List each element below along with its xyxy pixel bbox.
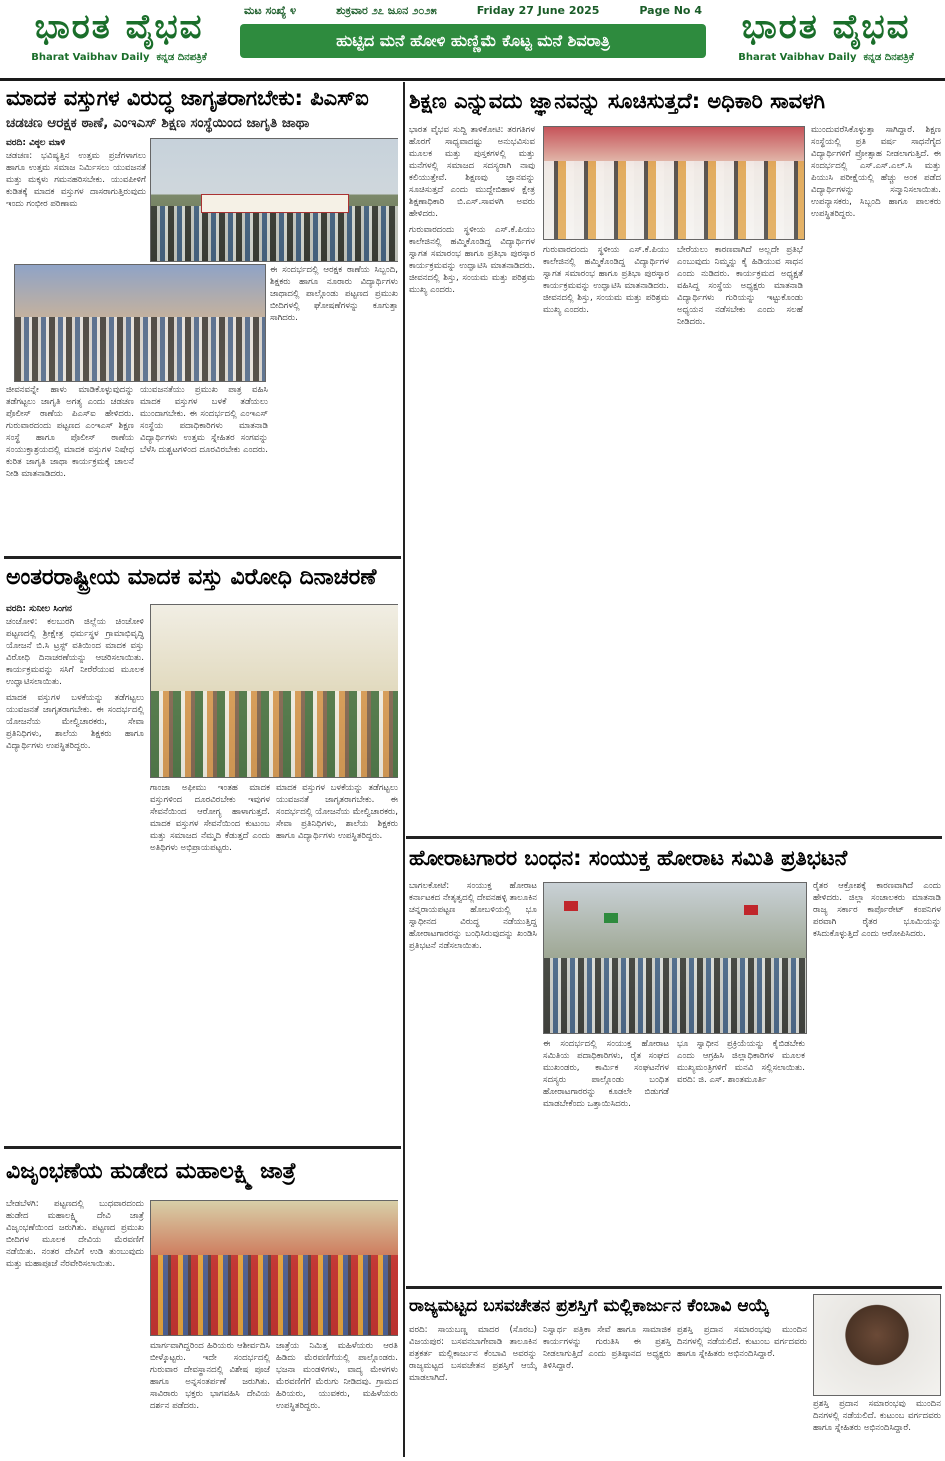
article-drug-awareness: [6, 84, 398, 552]
masthead-title-left: ಭಾರತ ವೈಭವ: [4, 2, 234, 52]
article-byline: ವರದಿ: ಸುನೀಲ ಸಿಂಗನ: [6, 604, 72, 614]
classroom-photo: [150, 604, 398, 778]
masthead-center: [240, 4, 706, 58]
article-body: ಮುಂದುವರೆಸಿಕೊಳ್ಳುತ್ತಾ ಸಾಗಿದ್ದಾರೆ. ಶಿಕ್ಷಣ ಸಂಸ್ಥೆಯಲ್ಲಿ ಪ್ರತಿ ವರ್ಷ ಸಾಧನೆಗೈದ ವಿದ್ಯಾರ್ಥಿಗಳಿಗೆ ಪ್ರೋತ್ಸಾಹ ನೀಡಲಾಗುತ್ತಿದೆ. ಈ ಸಂದರ್ಭದಲ್ಲಿ ಎಸ್.ಎಸ್.ಎಲ್.ಸಿ ಮತ್ತು ಪಿಯುಸಿ ಪರೀಕ್ಷೆಯಲ್ಲಿ ಹೆಚ್ಚು ಅಂಕ ಪಡೆದ ವಿದ್ಯಾರ್ಥಿಗಳನ್ನು ಸನ್ಮಾನಿಸಲಾಯಿತು. ಉಪನ್ಯಾಸಕರು, ಸಿಬ್ಬಂದಿ ಹಾಗೂ ಪಾಲಕರು ಉಪಸ್ಥಿತರಿದ್ದರು.: [811, 125, 941, 219]
masthead-banner: ಹುಟ್ಟಿದ ಮನೆ ಹೋಳಿ ಹುಣ್ಣಿಮೆ ಕೊಟ್ಟ ಮನೆ ಶಿವರಾತ್ರಿ: [240, 24, 706, 58]
subtitle-en: Bharat Vaibhav Daily: [738, 52, 857, 63]
article-body: ಈ ಸಂದರ್ಭದಲ್ಲಿ ಆರಕ್ಷಕ ಠಾಣೆಯ ಸಿಬ್ಬಂದಿ, ಶಿಕ್ಷಕರು ಹಾಗೂ ನೂರಾರು ವಿದ್ಯಾರ್ಥಿಗಳು ಜಾಥಾದಲ್ಲಿ ಪಾಲ್ಗೊಂಡು ಪಟ್ಟಣದ ಪ್ರಮುಖ ಬೀದಿಗಳಲ್ಲಿ ಘೋಷಣೆಗಳನ್ನು ಕೂಗುತ್ತಾ ಸಾಗಿದರು.: [270, 265, 398, 323]
article-mahalakshmi-fair: [6, 1152, 398, 1457]
article-body: ವರದಿ: ಸಾಯಬಣ್ಣ ಮಾದರ (ಸೊರಬ) ವಿಜಯಪುರ: ಬಸವನಬಾಗೇವಾಡಿ ತಾಲೂಕಿನ ಪತ್ರಕರ್ತ ಮಲ್ಲಿಕಾರ್ಜುನ ಕೆಂಬಾವಿ ಅವರನ್ನು ರಾಜ್ಯಮಟ್ಟದ ಬಸವಚೇತನ ಪ್ರಶಸ್ತಿಗೆ ಆಯ್ಕೆ ಮಾಡಲಾಗಿದೆ.: [409, 1325, 537, 1383]
section-rule: [4, 1146, 401, 1149]
article-headline: ವಿಜೃಂಭಣೆಯ ಹುಡೇದ ಮಹಾಲಕ್ಷ್ಮಿ ಜಾತ್ರೆ: [6, 1159, 297, 1184]
date-english: Friday 27 June 2025: [476, 4, 600, 17]
article-headline: ಮಾದಕ ವಸ್ತುಗಳ ವಿರುದ್ಧ ಜಾಗೃತರಾಗಬೇಕು: ಪಿಎಸ್ಐ: [6, 86, 369, 110]
subtitle-kn: ಕನ್ನಡ ದಿನಪತ್ರಿಕೆ: [156, 52, 207, 63]
section-rule: [406, 1286, 942, 1289]
procession-photo: [150, 1200, 398, 1336]
article-body: ಗುರುವಾರದಂದು ಸ್ಥಳೀಯ ಎಸ್.ಕೆ.ಪಿಯು ಕಾಲೇಜಿನಲ್ಲಿ ಹಮ್ಮಿಕೊಂಡಿದ್ದ ವಿದ್ಯಾರ್ಥಿಗಳ ಸ್ವಾಗತ ಸಮಾರಂಭ ಹಾಗೂ ಪ್ರತಿಭಾ ಪುರಸ್ಕಾರ ಕಾರ್ಯಕ್ರಮವನ್ನು ಉದ್ಘಾಟಿಸಿ ಮಾತನಾಡಿದರು. ಜೀವನದಲ್ಲಿ ಶಿಸ್ತು, ಸಂಯಮ ಮತ್ತು ಪರಿಶ್ರಮ ಮುಖ್ಯ ಎಂದರು.: [543, 245, 669, 315]
article-body: ಬೇರೆಯಲು ಕಾರಣವಾಗಿದೆ ಅಲ್ಲದೇ ಪ್ರತಿಭೆ ಎಂಬುವುದು ನಿಮ್ಮನ್ನು ಕೈ ಹಿಡಿಯುವ ಸಾಧನ ಎಂದು ನುಡಿದರು. ಕಾರ್ಯಕ್ರಮದ ಅಧ್ಯಕ್ಷತೆ ವಹಿಸಿದ್ದ ಸಂಸ್ಥೆಯ ಅಧ್ಯಕ್ಷರು ಮಾತನಾಡಿ ವಿದ್ಯಾರ್ಥಿಗಳು ಗುರಿಯನ್ನು ಇಟ್ಟುಕೊಂಡು ಅಧ್ಯಯನ ನಡೆಸಬೇಕು ಎಂದು ಸಲಹೆ ನೀಡಿದರು.: [677, 245, 803, 327]
section-rule: [4, 556, 401, 559]
article-body: ಜಾತ್ರೆಯ ನಿಮಿತ್ತ ಮಹಿಳೆಯರು ಆರತಿ ಹಿಡಿದು ಮೆರವಣಿಗೆಯಲ್ಲಿ ಪಾಲ್ಗೊಂಡರು. ಭಜನಾ ಮಂಡಳಿಗಳು, ವಾದ್ಯ ಮೇಳಗಳು ಮೆರವಣಿಗೆಗೆ ಮೆರುಗು ನೀಡಿದವು. ಗ್ರಾಮದ ಹಿರಿಯರು, ಯುವಕರು, ಮಹಿಳೆಯರು ಉಪಸ್ಥಿತರಿದ್ದರು.: [276, 1341, 398, 1411]
article-education: [409, 84, 941, 832]
article-body: ಚಂಚೋಳಿ: ಕಲಬುರಗಿ ಜಿಲ್ಲೆಯ ಚಿಂಚೋಳಿ ಪಟ್ಟಣದಲ್ಲಿ ಶ್ರೀಕ್ಷೇತ್ರ ಧರ್ಮಸ್ಥಳ ಗ್ರಾಮಾಭಿವೃದ್ಧಿ ಯೋಜನೆ ಬಿ.ಸಿ ಟ್ರಸ್ಟ್ ವತಿಯಿಂದ ಮಾದಕ ವಸ್ತು ವಿರೋಧಿ ದಿನಾಚರಣೆಯನ್ನು ಆಚರಿಸಲಾಯಿತು. ಕಾರ್ಯಕ್ರಮವನ್ನು ಸಸಿಗೆ ನೀರೆರೆಯುವ ಮೂಲಕ ಉದ್ಘಾಟಿಸಲಾಯಿತು.: [6, 617, 144, 687]
article-anti-drug-day: [6, 562, 398, 1142]
article-body: ಭಾರತ ವೈಭವ ಸುದ್ದಿ ತಾಳಿಕೋಟಿ: ತರಗತಿಗಳ ಹೊರಗೆ ಸಾಧ್ಯವಾದಷ್ಟು ಅನುಭವಿಸುವ ಮೂಲಕ ಮತ್ತು ಪುಸ್ತಕಗಳಲ್ಲಿ ಮತ್ತು ಮನೆಗಳಲ್ಲಿ ಸಮಾಜದ ಸದಸ್ಯರಾಗಿ ನಾವು ಕಲಿಯುತ್ತೇವೆ. ಶಿಕ್ಷಣವು ಜ್ಞಾನವನ್ನು ಸೂಚಿಸುತ್ತದೆ ಎಂದು ಮುದ್ದೇಬಿಹಾಳ ಕ್ಷೇತ್ರ ಶಿಕ್ಷಣಾಧಿಕಾರಿ ಬಿ.ಎಸ್.ಸಾವಳಗಿ ಅವರು ಹೇಳಿದರು.: [409, 125, 535, 219]
article-body: ಮಾರ್ಗವಾಗಿದ್ದರಿಂದ ಹಿರಿಯರು ಆಶೀರ್ವದಿಸಿ ಬೀಳ್ಕೊಟ್ಟರು. ಇದೇ ಸಂದರ್ಭದಲ್ಲಿ ಗುರುವಾರ ದೇವಸ್ಥಾನದಲ್ಲಿ ವಿಶೇಷ ಪೂಜೆ ಹಾಗೂ ಅನ್ನಸಂತರ್ಪಣೆ ಜರುಗಿತು. ಸಾವಿರಾರು ಭಕ್ತರು ಭಾಗವಹಿಸಿ ದೇವಿಯ ದರ್ಶನ ಪಡೆದರು.: [150, 1341, 270, 1411]
section-rule: [406, 836, 942, 839]
article-body: ಚಡಚಣ: ಭವಿಷ್ಯತ್ತಿನ ಉತ್ತಮ ಪ್ರಜೆಗಳಾಗಲು ಹಾಗೂ ಉತ್ತಮ ಸಮಾಜ ನಿರ್ಮಿಸಲು ಯುವಜನತೆ ಮತ್ತು ಮಕ್ಕಳು ಗಮನಹರಿಸಬೇಕು. ಯುವಪೀಳಿಗೆ ಕುಡಿತಕ್ಕೆ ಮಾದಕ ವಸ್ತುಗಳ ದಾಸರಾಗುತ್ತಿರುವುದು ಇಂದು ಗಂಭೀರ ಪರಿಣಾಮ: [6, 151, 146, 209]
crowd-photo: [14, 264, 266, 382]
article-headline: ಹೋರಾಟಗಾರರ ಬಂಧನ: ಸಂಯುಕ್ತ ಹೋರಾಟ ಸಮಿತಿ ಪ್ರತಿಭಟನೆ: [409, 846, 848, 870]
issue-number: ಮಟ ಸಂಖ್ಯೆ ೪: [244, 4, 297, 17]
date-kannada: ಶುಕ್ರವಾರ ೨೭ ಜೂನ ೨೦೨೫: [336, 4, 437, 17]
article-body: ನಿಸ್ವಾರ್ಥ ಪತ್ರಿಕಾ ಸೇವೆ ಹಾಗೂ ಸಾಮಾಜಿಕ ಕಾರ್ಯಗಳನ್ನು ಗುರುತಿಸಿ ಈ ಪ್ರಶಸ್ತಿ ನೀಡಲಾಗುತ್ತಿದೆ ಎಂದು ಪ್ರತಿಷ್ಠಾನದ ಅಧ್ಯಕ್ಷರು ತಿಳಿಸಿದ್ದಾರೆ.: [543, 1325, 671, 1371]
article-headline: ಅಂತರರಾಷ್ಟ್ರೀಯ ಮಾದಕ ವಸ್ತು ವಿರೋಧಿ ದಿನಾಚರಣೆ: [6, 565, 377, 590]
masthead-subtitle-right: [711, 52, 941, 63]
article-body: ಗಾಂಜಾ ಅಫೀಮು ಇಂತಹ ಮಾದಕ ವಸ್ತುಗಳಿಂದ ದೂರವಿರಬೇಕು ಇವುಗಳ ಸೇವನೆಯಿಂದ ಆರೋಗ್ಯ ಹಾಳಾಗುತ್ತದೆ. ಮಾದಕ ವಸ್ತುಗಳ ಸೇವನೆಯಿಂದ ಕುಟುಂಬ ಮತ್ತು ಸಮಾಜದ ನೆಮ್ಮದಿ ಕೆಡುತ್ತದೆ ಎಂದು ಅತಿಥಿಗಳು ಅಭಿಪ್ರಾಯಪಟ್ಟರು.: [150, 783, 270, 853]
article-protest: [409, 842, 941, 1282]
article-subheadline: ಚಡಚಣ ಆರಕ್ಷಕ ಠಾಣೆ, ಎಂಇಎಸ್ ಶಿಕ್ಷಣ ಸಂಸ್ಥೆಯಿಂದ ಜಾಗೃತಿ ಜಾಥಾ: [6, 115, 310, 131]
article-body: ಭೂ ಸ್ವಾಧೀನ ಪ್ರಕ್ರಿಯೆಯನ್ನು ಕೈಬಿಡಬೇಕು ಎಂದು ಆಗ್ರಹಿಸಿ ಜಿಲ್ಲಾಧಿಕಾರಿಗಳ ಮೂಲಕ ಮುಖ್ಯಮಂತ್ರಿಗಳಿಗೆ ಮನವಿ ಸಲ್ಲಿಸಲಾಯಿತು. ವರದಿ: ಜಿ. ಎಸ್. ಶಾಂತಮೂರ್ತಿ: [677, 1039, 805, 1085]
issue-meta: [240, 4, 706, 18]
article-headline: ರಾಜ್ಯಮಟ್ಟದ ಬಸವಚೇತನ ಪ್ರಶಸ್ತಿಗೆ ಮಲ್ಲಿಕಾರ್ಜುನ ಕೆಂಬಾವಿ ಆಯ್ಕೆ: [409, 1296, 770, 1316]
article-body: ರೈತರ ಆಕ್ರೋಶಕ್ಕೆ ಕಾರಣವಾಗಿದೆ ಎಂದು ಹೇಳಿದರು. ಜಿಲ್ಲಾ ಸಂಚಾಲಕರು ಮಾತನಾಡಿ ರಾಜ್ಯ ಸರ್ಕಾರ ಕಾರ್ಪೊರೇಟ್ ಕಂಪನಿಗಳ ಪರವಾಗಿ ರೈತರ ಭೂಮಿಯನ್ನು ಕಸಿದುಕೊಳ್ಳುತ್ತಿದೆ ಎಂದು ಆರೋಪಿಸಿದರು.: [813, 881, 941, 939]
article-body: ಗುರುವಾರದಂದು ಸ್ಥಳೀಯ ಎಸ್.ಕೆ.ಪಿಯು ಕಾಲೇಜಿನಲ್ಲಿ ಹಮ್ಮಿಕೊಂಡಿದ್ದ ವಿದ್ಯಾರ್ಥಿಗಳ ಸ್ವಾಗತ ಸಮಾರಂಭ ಹಾಗೂ ಪ್ರತಿಭಾ ಪುರಸ್ಕಾರ ಕಾರ್ಯಕ್ರಮವನ್ನು ಉದ್ಘಾಟಿಸಿ ಮಾತನಾಡಿದರು. ಜೀವನದಲ್ಲಿ ಶಿಸ್ತು, ಸಂಯಮ ಮತ್ತು ಪರಿಶ್ರಮ ಮುಖ್ಯ ಎಂದರು.: [409, 225, 535, 295]
protest-photo: [543, 882, 807, 1034]
subtitle-kn: ಕನ್ನಡ ದಿನಪತ್ರಿಕೆ: [863, 52, 914, 63]
article-body: ಬಾಗಲಕೋಟೆ: ಸಂಯುಕ್ತ ಹೋರಾಟ ಕರ್ನಾಟಕದ ನೇತೃತ್ವದಲ್ಲಿ ದೇವನಹಳ್ಳಿ ತಾಲೂಕಿನ ಚನ್ನರಾಯಪಟ್ಟಣ ಹೋಬಳಿಯಲ್ಲಿ ಭೂ ಸ್ವಾಧೀನದ ವಿರುದ್ಧ ನಡೆಯುತ್ತಿದ್ದ ಹೋರಾಟಗಾರರನ್ನು ಬಂಧಿಸಿರುವುದನ್ನು ಖಂಡಿಸಿ ಪ್ರತಿಭಟನೆ ನಡೆಸಲಾಯಿತು.: [409, 881, 537, 951]
article-body: ಈ ಸಂದರ್ಭದಲ್ಲಿ ಸಂಯುಕ್ತ ಹೋರಾಟ ಸಮಿತಿಯ ಪದಾಧಿಕಾರಿಗಳು, ರೈತ ಸಂಘದ ಮುಖಂಡರು, ಕಾರ್ಮಿಕ ಸಂಘಟನೆಗಳ ಸದಸ್ಯರು ಪಾಲ್ಗೊಂಡು ಬಂಧಿತ ಹೋರಾಟಗಾರರನ್ನು ಕೂಡಲೇ ಬಿಡುಗಡೆ ಮಾಡಬೇಕೆಂದು ಒತ್ತಾಯಿಸಿದರು.: [543, 1039, 669, 1109]
subtitle-en: Bharat Vaibhav Daily: [31, 52, 150, 63]
article-body: ಮಾದಕ ವಸ್ತುಗಳ ಬಳಕೆಯನ್ನು ತಡೆಗಟ್ಟಲು ಯುವಜನತೆ ಜಾಗೃತರಾಗಬೇಕು. ಈ ಸಂದರ್ಭದಲ್ಲಿ ಯೋಜನೆಯ ಮೇಲ್ವಿಚಾರಕರು, ಸೇವಾ ಪ್ರತಿನಿಧಿಗಳು, ಶಾಲೆಯ ಶಿಕ್ಷಕರು ಹಾಗೂ ವಿದ್ಯಾರ್ಥಿಗಳು ಉಪಸ್ಥಿತರಿದ್ದರು.: [6, 693, 144, 751]
article-body: ಪ್ರಶಸ್ತಿ ಪ್ರದಾನ ಸಮಾರಂಭವು ಮುಂದಿನ ದಿನಗಳಲ್ಲಿ ನಡೆಯಲಿದೆ. ಕುಟುಂಬ ವರ್ಗದವರು ಹಾಗೂ ಸ್ನೇಹಿತರು ಅಭಿನಂದಿಸಿದ್ದಾರೆ.: [677, 1325, 807, 1359]
article-body: ಯುವಜನತೆಯು ಪ್ರಮುಖ ಪಾತ್ರ ವಹಿಸಿ ಮಾದಕ ವಸ್ತುಗಳ ಬಳಕೆ ತಡೆಯಲು ಮುಂದಾಗಬೇಕು. ಈ ಸಂದರ್ಭದಲ್ಲಿ ಎಂಇಎಸ್ ಸಂಸ್ಥೆಯ ಪದಾಧಿಕಾರಿಗಳು ಮಾತನಾಡಿ ವಿದ್ಯಾರ್ಥಿಗಳು ಉತ್ತಮ ಸ್ನೇಹಿತರ ಸಂಗವನ್ನು ಬೆಳೆಸಿ ದುಶ್ಚಟಗಳಿಂದ ದೂರವಿರಬೇಕು ಎಂದರು.: [140, 385, 268, 455]
article-body: ಪ್ರಶಸ್ತಿ ಪ್ರದಾನ ಸಮಾರಂಭವು ಮುಂದಿನ ದಿನಗಳಲ್ಲಿ ನಡೆಯಲಿದೆ. ಕುಟುಂಬ ವರ್ಗದವರು ಹಾಗೂ ಸ್ನೇಹಿತರು ಅಭಿನಂದಿಸಿದ್ದಾರೆ.: [813, 1399, 941, 1433]
article-headline: ಶಿಕ್ಷಣ ಎನ್ನುವದು ಜ್ಞಾನವನ್ನು ಸೂಚಿಸುತ್ತದೆ: ಅಧಿಕಾರಿ ಸಾವಳಗಿ: [409, 89, 826, 113]
masthead-title-right: ಭಾರತ ವೈಭವ: [711, 2, 941, 52]
column-divider: [403, 82, 405, 1457]
portrait-photo: [813, 1294, 941, 1396]
stage-photo: [543, 126, 805, 240]
article-award: [409, 1292, 941, 1457]
article-body: ಬೇಡಬೆಳಗಿ: ಪಟ್ಟಣದಲ್ಲಿ ಬುಧವಾರದಂದು ಹುಡೇದ ಮಹಾಲಕ್ಷ್ಮಿ ದೇವಿ ಜಾತ್ರೆ ವಿಜೃಂಭಣೆಯಿಂದ ಜರುಗಿತು. ಪಟ್ಟಣದ ಪ್ರಮುಖ ಬೀದಿಗಳ ಮೂಲಕ ದೇವಿಯ ಮೆರವಣಿಗೆ ನಡೆಯಿತು. ನಂತರ ದೇವಿಗೆ ಉಡಿ ತುಂಬುವುದು ಮತ್ತು ಮಹಾಪೂಜೆ ನೆರವೇರಿಸಲಾಯಿತು.: [6, 1199, 144, 1269]
article-byline: ವರದಿ: ವಿಠ್ಠಲ ಮಾಳಿ: [6, 138, 66, 148]
masthead-subtitle-left: [4, 52, 234, 63]
rally-photo: [150, 138, 398, 262]
article-body: ಮಾದಕ ವಸ್ತುಗಳ ಬಳಕೆಯನ್ನು ತಡೆಗಟ್ಟಲು ಯುವಜನತೆ ಜಾಗೃತರಾಗಬೇಕು. ಈ ಸಂದರ್ಭದಲ್ಲಿ ಯೋಜನೆಯ ಮೇಲ್ವಿಚಾರಕರು, ಸೇವಾ ಪ್ರತಿನಿಧಿಗಳು, ಶಾಲೆಯ ಶಿಕ್ಷಕರು ಹಾಗೂ ವಿದ್ಯಾರ್ಥಿಗಳು ಉಪಸ್ಥಿತರಿದ್ದರು.: [276, 783, 398, 841]
page-number: Page No 4: [639, 4, 702, 17]
article-body: ಜೀವನವನ್ನೇ ಹಾಳು ಮಾಡಿಕೊಳ್ಳುವುದನ್ನು ತಡೆಗಟ್ಟಲು ಜಾಗೃತಿ ಅಗತ್ಯ ಎಂದು ಚಡಚಣ ಪೊಲೀಸ್ ಠಾಣೆಯ ಪಿಎಸ್ಐ ಹೇಳಿದರು. ಗುರುವಾರದಂದು ಪಟ್ಟಣದ ಎಂಇಎಸ್ ಶಿಕ್ಷಣ ಸಂಸ್ಥೆ ಹಾಗೂ ಪೊಲೀಸ್ ಠಾಣೆಯ ಸಂಯುಕ್ತಾಶ್ರಯದಲ್ಲಿ ಮಾದಕ ವಸ್ತುಗಳ ನಿಷೇಧ ಕುರಿತ ಜಾಗೃತಿ ಜಾಥಾ ಕಾರ್ಯಕ್ರಮಕ್ಕೆ ಚಾಲನೆ ನೀಡಿ ಮಾತನಾಡಿದರು.: [6, 385, 134, 479]
masthead: [0, 0, 945, 81]
